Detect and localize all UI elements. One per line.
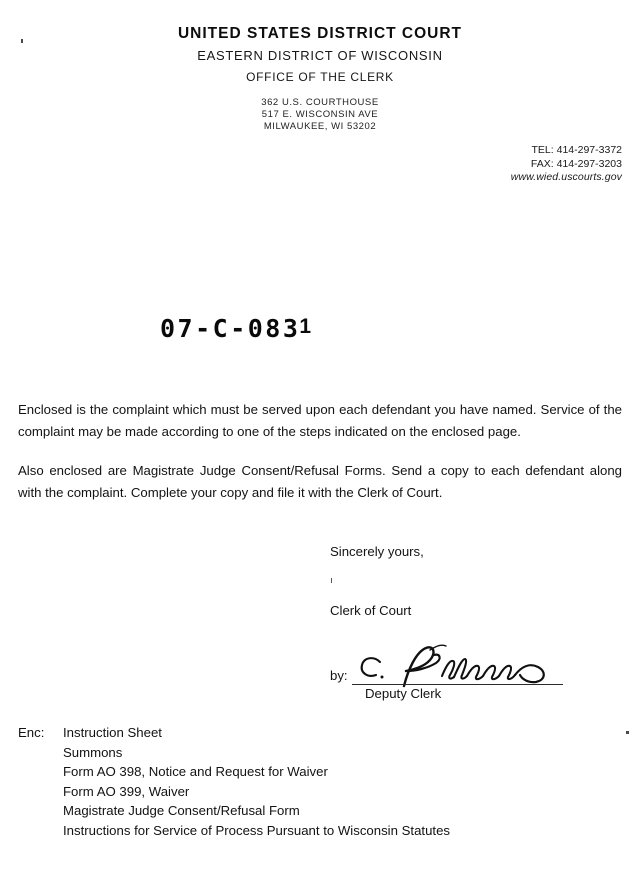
list-item: Summons [63, 744, 123, 760]
closing-block [330, 541, 424, 621]
case-number-tail: 1 [299, 315, 312, 338]
body-paragraph-2: Also enclosed are Magistrate Judge Consent/Refusal Forms. Send a copy to each defendant along with the complaint. Complete your copy and file it with the Clerk of Court. [18, 463, 622, 500]
deputy-clerk-label: Deputy Clerk [365, 686, 442, 701]
list-item: Form AO 399, Waiver [63, 783, 190, 799]
scan-artifact-right [626, 731, 629, 734]
case-number-main: 07-C-083 [160, 314, 301, 343]
enclosures-label: Enc: [18, 725, 45, 740]
signature-rule [352, 684, 563, 685]
signature-block [330, 662, 580, 701]
enclosures-block [18, 723, 450, 840]
signature-row [330, 662, 580, 688]
list-item: Form AO 398, Notice and Request for Waiver [63, 764, 328, 779]
website-url: www.wied.uscourts.gov [510, 171, 622, 183]
case-number-stamp [160, 314, 312, 343]
list-item: Magistrate Judge Consent/Refusal Form [63, 803, 300, 818]
telephone-number: TEL: 414-297-3372 [531, 144, 622, 156]
court-office: OFFICE OF THE CLERK [246, 69, 394, 84]
address-line-1: 362 U.S. COURTHOUSE [261, 97, 379, 108]
list-item: Instructions for Service of Process Pursuant to Wisconsin Statutes [63, 822, 450, 838]
body-paragraph-1: Enclosed is the complaint which must be served upon each defendant you have named. Service of the complaint may be made according to one of the steps indicated on the enclosed page. [18, 402, 622, 439]
list-item: Instruction Sheet [63, 725, 162, 740]
letterhead [0, 24, 640, 86]
scan-artifact-tick [331, 578, 332, 583]
closing-salutation: Sincerely yours, [330, 544, 424, 559]
address-line-2: 517 E. WISCONSIN AVE [261, 109, 379, 121]
contact-block [511, 144, 622, 185]
signature-by-label: by: [330, 668, 348, 683]
court-address [0, 97, 640, 134]
court-name: UNITED STATES DISTRICT COURT [177, 25, 463, 42]
clerk-of-court-line: Clerk of Court [330, 602, 412, 618]
scan-artifact-top-left [21, 39, 23, 43]
court-district: EASTERN DISTRICT OF WISCONSIN [197, 48, 443, 64]
letter-body [18, 399, 622, 503]
address-line-3: MILWAUKEE, WI 53202 [263, 121, 377, 133]
enclosures-list [63, 723, 450, 840]
fax-number: FAX: 414-297-3203 [530, 157, 622, 170]
